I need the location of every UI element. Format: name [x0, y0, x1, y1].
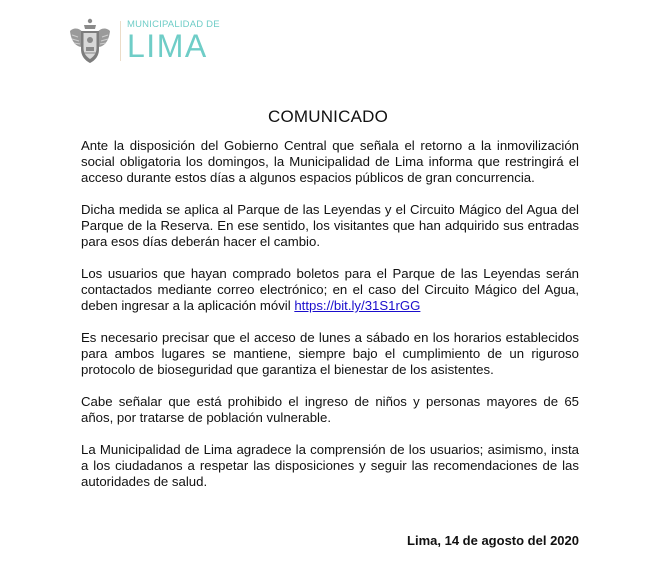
paragraph-6: La Municipalidad de Lima agradece la comprensión de los usuarios; asimismo, insta a los ciudadanos a respetar las disposiciones y seguir las recomendaciones de las autoridades de salud.	[81, 442, 579, 489]
logo-divider	[120, 21, 121, 61]
header-logo	[68, 16, 220, 66]
signature-date: Lima, 14 de agosto del 2020	[407, 533, 579, 548]
document-title: COMUNICADO	[267, 107, 389, 126]
paragraph-3	[81, 266, 579, 314]
document-body	[81, 138, 579, 506]
paragraph-1: Ante la disposición del Gobierno Central que señala el retorno a la inmovilización social obligatoria los domingos, la Municipalidad de Lima informa que restringirá el acceso durante estos días a algunos espacios públicos de gran concurrencia.	[81, 138, 579, 185]
brand-wordmark	[127, 20, 220, 63]
coat-of-arms-icon	[68, 17, 112, 65]
paragraph-5: Cabe señalar que está prohibido el ingreso de niños y personas mayores de 65 años, por tratarse de población vulnerable.	[81, 394, 579, 425]
brand-title: LIMA	[127, 28, 208, 65]
paragraph-3-text: Los usuarios que hayan comprado boletos para el Parque de las Leyendas serán contactados mediante correo electrónico; en el caso del Circuito Mágico del Agua, deben ingresar a la aplicación móvil	[81, 266, 579, 313]
app-link[interactable]: https://bit.ly/31S1rGG	[294, 298, 421, 313]
brand-subtitle: MUNICIPALIDAD DE	[127, 18, 220, 30]
paragraph-4: Es necesario precisar que el acceso de lunes a sábado en los horarios establecidos para ambos lugares se mantiene, siempre bajo el cumplimiento de un riguroso protocolo de bioseguridad que garantiza el bienestar de los asistentes.	[81, 330, 579, 377]
paragraph-2: Dicha medida se aplica al Parque de las Leyendas y el Circuito Mágico del Agua del Parque de la Reserva. En ese sentido, los visitantes que han adquirido sus entradas para esos días deberán hacer el cambio.	[81, 202, 579, 249]
